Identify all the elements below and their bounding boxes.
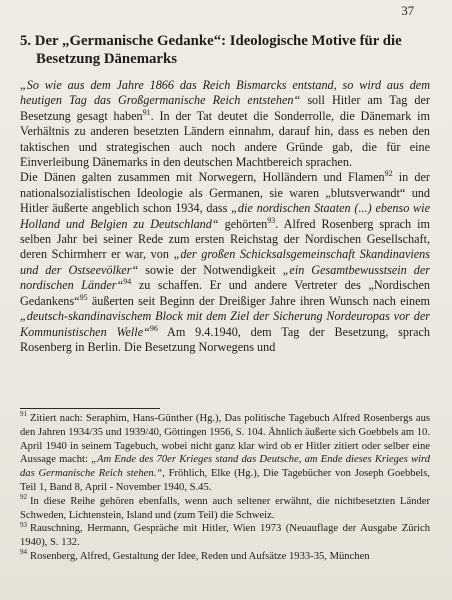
footnote-94 <box>20 550 430 564</box>
paragraph-2-text-1: Die Dänen galten zusammen mit Norwegern, Holländern und Flamen <box>20 170 385 185</box>
paragraph-1 <box>20 78 430 170</box>
paragraph-1-text-b: . In der Tat deutet die Sonderrolle, die Dänemark im Verhältnis zu anderen besetzten Ländern einnahm, darauf hin, dass es neben den taktischen und strategischen auch noch andere Gründe gab, die für eine Einverleibung Dänemarks in den deutschen Machtbereich sprachen. <box>20 108 430 170</box>
paragraph-1-text-a: soll Hitler am Tag der Besetzung gesagt haben <box>20 93 430 123</box>
paragraph-2-text-5: sowie der Notwendigkeit <box>138 262 283 277</box>
quote-nordic-states: „die nordischen Staaten (...) ebenso wie Holland und Belgien zu Deutschland“ <box>20 201 430 231</box>
footnote-ref-92: 92 <box>384 169 393 179</box>
footnote-ref-95: 95 <box>79 292 88 302</box>
footnote-91-text-a: Zitiert nach: Seraphim, Hans-Günther (Hg.), Das politische Tagebuch Alfred Rosenbergs aus den Jahren 1934/35 und 1939/40, Göttingen 1956, S. 104. Ähnlich äußerte sich Goebbels am 10. April 1940 in seinem Tagebuch, wobei nicht ganz klar wird ob er Hitler zitiert oder selber eine Aussage macht: <box>20 413 430 466</box>
paragraph-2-text-3: gehörten <box>218 216 268 231</box>
hitler-quote: „So wie aus dem Jahre 1866 das Reich Bismarcks entstand, so wird aus dem heutigen Tag das Großgermanische Reich entstehen“ <box>20 78 430 108</box>
paragraph-2-text-2: in der nationalsozialistischen Ideologie als Germanen, sie waren „blutsverwandt“ und Hitler äußerte angeblich schon 1934, dass <box>20 170 430 216</box>
paragraph-2-text-6: zu schaffen. Er und andere Vertreter des „Nordischen Gedankens“ <box>20 278 430 308</box>
footnote-ref-96: 96 <box>149 323 158 333</box>
footnote-number: 94 <box>20 548 27 557</box>
section-heading-line1: 5. Der „Germanische Gedanke“: Ideologische Motive für die <box>20 33 402 49</box>
footnote-number: 93 <box>20 520 27 529</box>
footnote-93 <box>20 522 430 550</box>
footnote-91 <box>20 412 430 495</box>
quote-gesamtbewusstsein: „ein Gesamtbewusstsein der nordischen Länder“ <box>20 262 430 293</box>
footnote-92-text: In diese Reihe gehören ebenfalls, wenn auch seltener erwähnt, die nichtbesetzten Länder Schweden, Lichtenstein, Island und (zum Teil) die Schweiz. <box>20 495 430 521</box>
footnote-92 <box>20 495 430 523</box>
footnote-ref-93: 93 <box>267 215 276 225</box>
page-number: 37 <box>401 4 414 18</box>
paragraph-2-text-4: . Alfred Rosenberg sprach im selben Jahr bei seiner Rede zum ersten Reichstag der Nordischen Gesellschaft, deren Schirmherr er war, von <box>20 216 431 262</box>
footnote-91-quote: „Am Ende des 70er Krieges stand das Deutsche, am Ende dieses Krieges wird das Germanische Reich stehen.“ <box>20 454 430 480</box>
footnote-separator <box>20 408 160 409</box>
section-heading <box>20 32 420 68</box>
paragraph-2 <box>20 170 430 355</box>
footnote-ref-91: 91 <box>142 107 151 117</box>
footnote-number: 91 <box>20 410 27 419</box>
body-text <box>20 78 430 355</box>
footnote-91-text-b: , Fröhlich, Elke (Hg.), Die Tagebücher von Joseph Goebbels, Teil 1, Band 8, April - November 1940, S.45. <box>20 468 430 493</box>
footnote-ref-94: 94 <box>123 277 132 287</box>
footnote-number: 92 <box>20 493 27 502</box>
quote-schicksalsgemeinschaft: „der großen Schicksalsgemeinschaft Skandinaviens und der Ostseevölker“ <box>20 247 431 277</box>
footnote-93-text: Rauschning, Hermann, Gespräche mit Hitler, Wien 1973 (Neuauflage der Ausgabe Zürich 1940), S. 132. <box>20 523 430 549</box>
footnotes <box>20 412 430 564</box>
footnote-94-text: Rosenberg, Alfred, Gestaltung der Idee, Reden und Aufsätze 1933-35, München <box>30 550 370 562</box>
paragraph-2-text-8: Am 9.4.1940, dem Tag der Besetzung, sprach Rosenberg in Berlin. Die Besetzung Norwegens und <box>20 324 430 354</box>
quote-skandinavischer-block: „deutsch-skandinavischem Block mit dem Ziel der Sicherung Nordeuropas vor der Kommunistischen Welle“ <box>20 309 430 339</box>
section-heading-line2: Besetzung Dänemarks <box>36 51 177 67</box>
paragraph-2-text-7: äußerten seit Beginn der Dreißiger Jahre ihren Wunsch nach einem <box>87 293 430 308</box>
